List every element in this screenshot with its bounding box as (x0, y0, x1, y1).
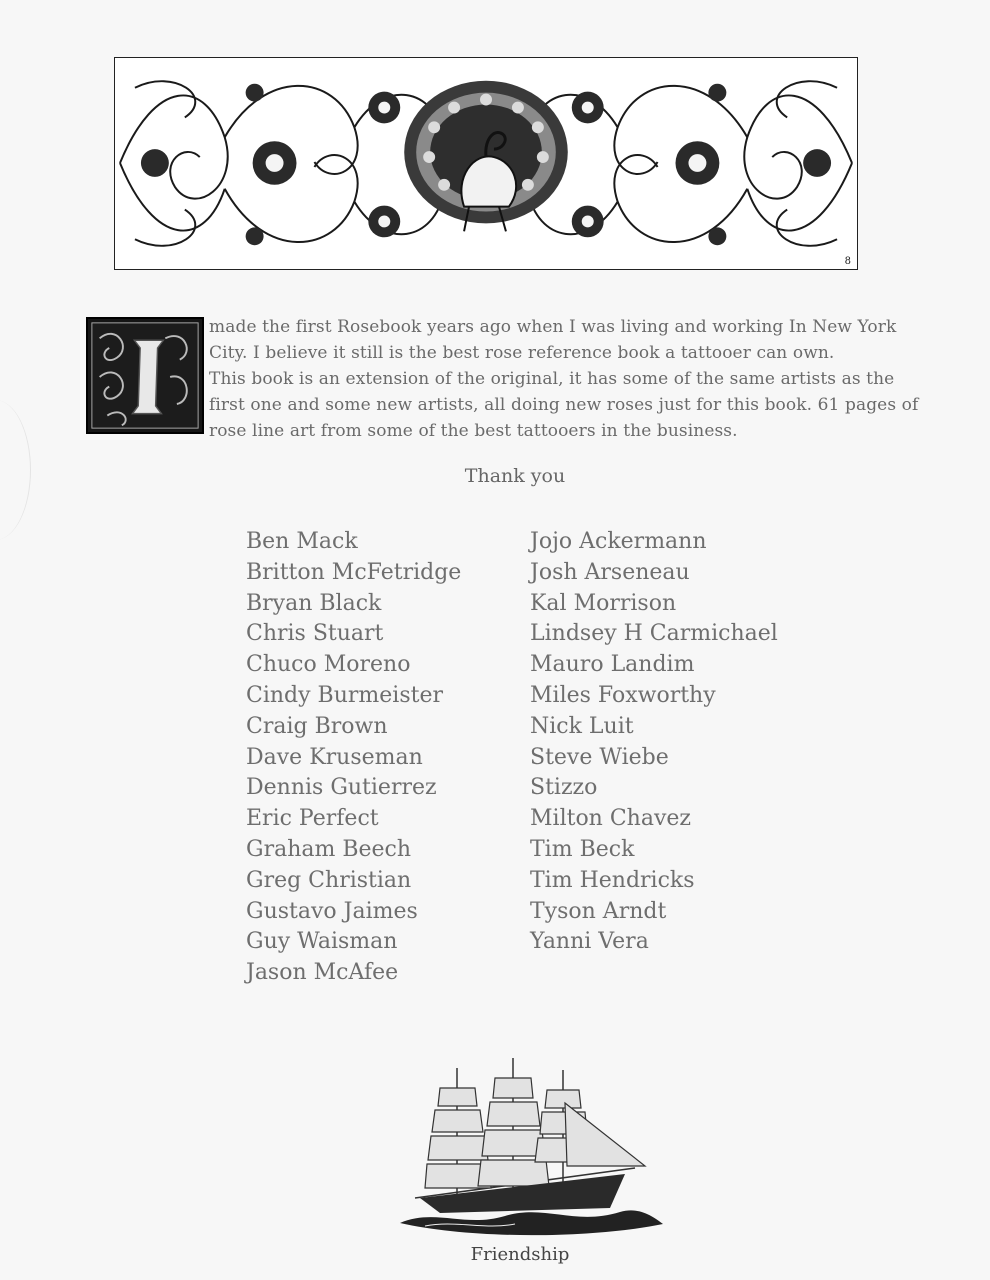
artist-name: Ben Mack (246, 529, 358, 554)
artist-name: Britton McFetridge (246, 559, 462, 585)
artist-name: Graham Beech (246, 836, 412, 862)
intro-line: City. I believe it still is the best rose reference book a tattooer can own. (209, 343, 835, 363)
ornamental-banner (114, 57, 858, 270)
artist-name: Chris Stuart (246, 621, 384, 647)
plate-number: 8 (844, 256, 851, 267)
illuminated-dropcap (86, 317, 204, 434)
artist-name: Yanni Vera (530, 929, 649, 955)
artist-name: Steve Wiebe (530, 744, 669, 770)
intro-paragraph (209, 314, 929, 444)
ship-caption: Friendship (470, 1244, 570, 1265)
intro-line: made the first Rosebook years ago when I was living and working In New York (209, 317, 897, 337)
artist-name: Josh Arseneau (530, 559, 690, 585)
artist-name: Guy Waisman (246, 929, 398, 955)
artist-name: Chuco Moreno (246, 652, 411, 678)
artist-name: Kal Morrison (530, 590, 677, 616)
intro-line: This book is an extension of the original, it has some of the same artists as the (209, 369, 895, 389)
ship-illustration (395, 1048, 665, 1243)
artist-name: Tim Beck (530, 836, 635, 862)
artist-name: Miles Foxworthy (530, 682, 716, 708)
artist-name: Cindy Burmeister (246, 682, 443, 708)
thank-you-heading: Thank you (464, 465, 566, 487)
artist-name: Eric Perfect (246, 806, 379, 832)
artist-name: Stizzo (530, 775, 598, 801)
artist-name: Milton Chavez (530, 806, 692, 832)
artist-list-right (530, 527, 778, 958)
artist-name: Greg Christian (246, 867, 412, 893)
dropcap-letter-i-illustration (88, 319, 202, 432)
artist-name: Tim Hendricks (530, 867, 695, 893)
intro-line: rose line art from some of the best tattooers in the business. (209, 421, 738, 441)
artist-name: Dave Kruseman (246, 744, 423, 770)
artist-name: Jojo Ackermann (530, 529, 707, 554)
artist-name: Tyson Arndt (530, 898, 667, 924)
artist-name: Nick Luit (530, 713, 634, 739)
peacock-scroll-illustration (115, 58, 857, 269)
intro-line: first one and some new artists, all doing new roses just for this book. 61 pages of (209, 395, 919, 415)
artist-name: Craig Brown (246, 713, 388, 739)
artist-name: Bryan Black (246, 590, 382, 616)
clipper-ship-icon (395, 1048, 665, 1243)
artist-name: Gustavo Jaimes (246, 898, 418, 924)
artist-name: Lindsey H Carmichael (530, 621, 778, 647)
artist-name: Jason McAfee (246, 960, 399, 986)
artist-name: Dennis Gutierrez (246, 775, 437, 801)
artist-list-left (246, 527, 461, 989)
artist-name: Mauro Landim (530, 652, 695, 678)
